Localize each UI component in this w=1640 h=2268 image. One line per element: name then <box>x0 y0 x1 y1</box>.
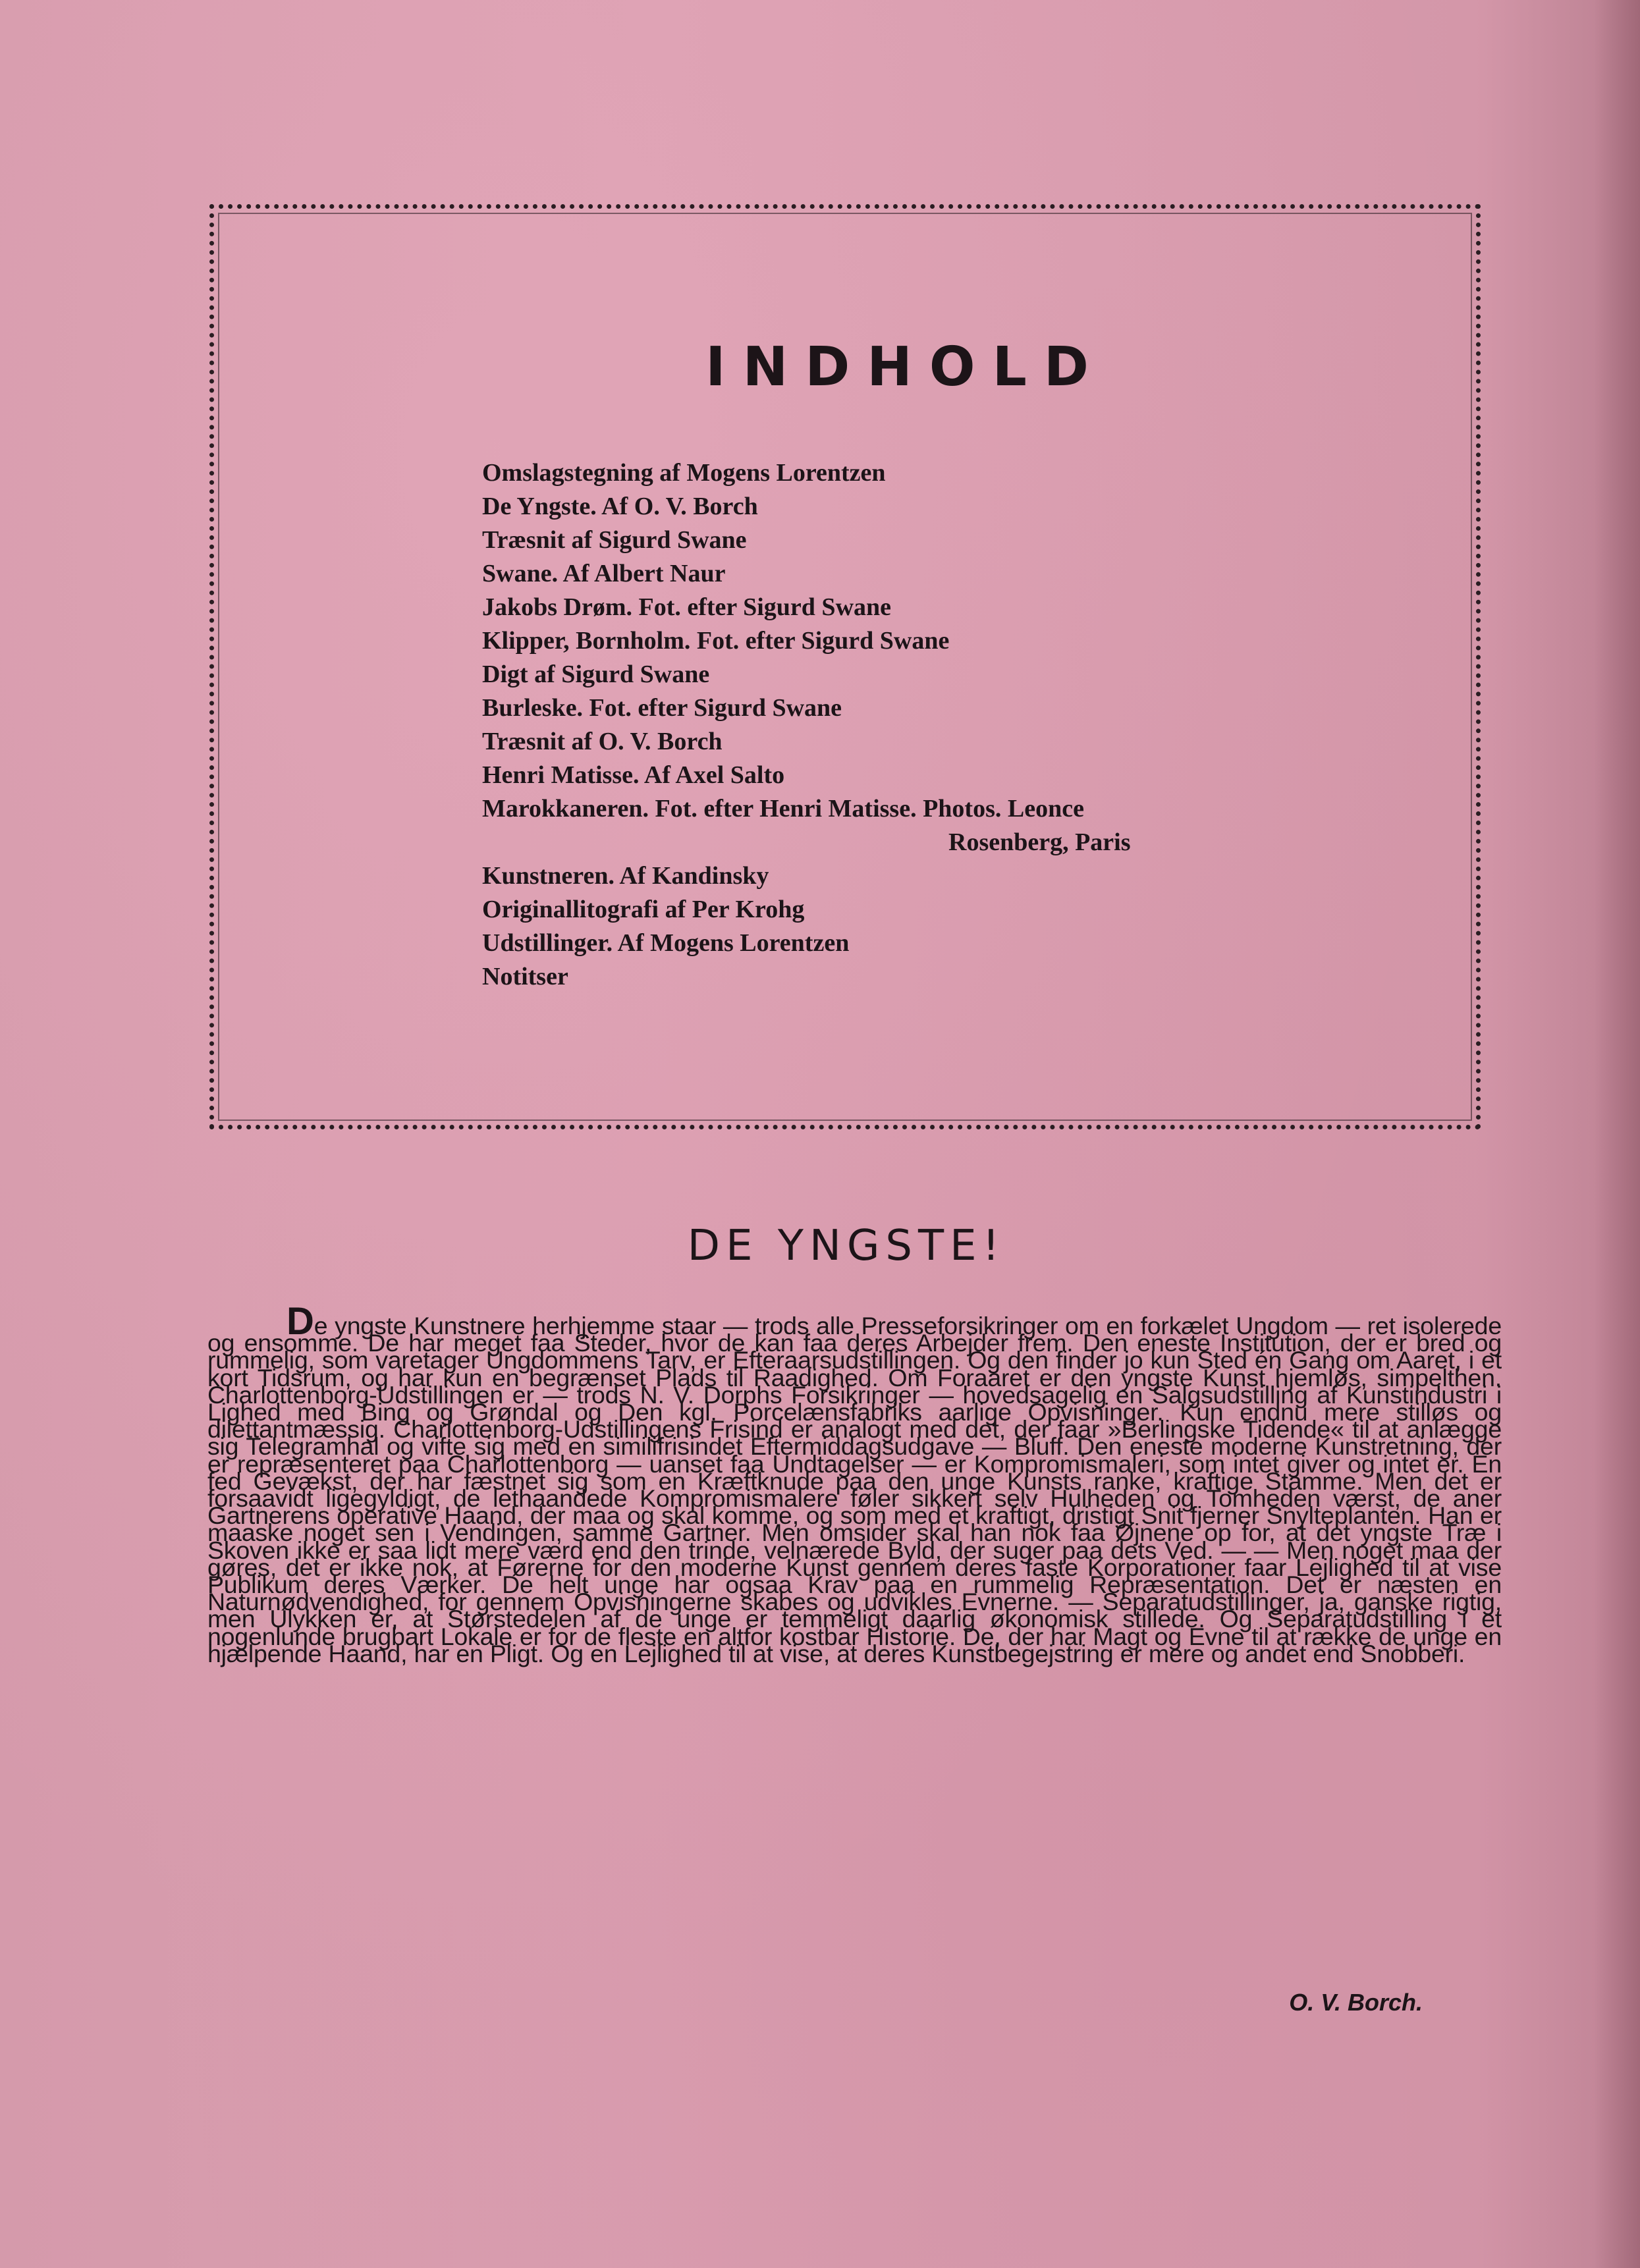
toc-entry <box>482 591 1259 624</box>
toc-entry <box>482 524 1259 557</box>
toc-entry-text: Klipper, Bornholm. Fot. efter Sigurd Swane <box>482 627 950 655</box>
toc-entry <box>482 456 1259 490</box>
article-title: DE YNGSTE! <box>687 1222 1006 1270</box>
toc-entry-text: Notitser <box>482 963 568 990</box>
toc-entry-text: Omslagstegning af Mogens Lorentzen <box>482 459 886 487</box>
toc-entry <box>482 960 1259 994</box>
toc-entry-text: Træsnit af Sigurd Swane <box>482 526 747 554</box>
toc-entry <box>482 624 1259 658</box>
toc-entry <box>482 490 1259 524</box>
toc-entry <box>482 859 1259 893</box>
article-body: De yngste Kunstnere herhjemme staar — trods alle Presseforsikringer om en forkælet Ungdom — ret isolerede og ensomme. De har meget faa Steder, hvor de kan faa deres Arbejder frem. Den eneste Institution, der er bred og rummelig, som varetager Ungdommens Tarv, er Efteraarsudstillingen. Og den finder jo kun Sted én Gang om Aaret, i et kort Tidsrum, og har kun en begrænset Plads til Raadighed. Om Foraaret er den yngste Kunst hjemløs, simpelthen. Charlottenborg-Udstillingen er — trods N. V. Dorphs Forsikringer — hovedsagelig en Salgsudstilling af Kunstindustri i Lighed med Bing og Grøndal og Den kgl. Porcelænsfabriks aarlige Opvisninger. Kun endnu mere stilløs og dilettantmæssig. Charlottenborg-Udstillingens Frisind er analogt med det, der faar »Berlingske Tidende« til at anlægge sig Telegramhal og vifte sig med en similifrisindet Eftermiddagsudgave — Bluff. Den eneste moderne Kunstretning, der er repræsenteret paa Charlottenborg — uanset faa Undtagelser — er Kompromismaleri, som intet giver og intet er. En fed Gevækst, der har fæstnet sig som en Kræftknude paa den unge Kunsts ranke, kraftige Stamme. Men det er forsaavidt ligegyldigt, de lethaandede Kompromismalere føler sikkert selv Hulheden og Tomheden værst, de aner Gartnerens operative Haand, der maa og skal komme, og som med et kraftigt, dristigt Snit fjerner Snylteplanten. Han er maaske noget sen i Vendingen, samme Gartner. Men omsider skal han nok faa Øjnene op for, at det yngste Træ i Skoven ikke er saa lidt mere værd end den trinde, velnærede Byld, der suger paa dets Ved. — — Men noget maa der gøres, det er ikke nok, at Førerne for den moderne Kunst gennem deres faste Korporationer faar Lejlighed til at vise Publikum deres Værker. De helt unge har ogsaa Krav paa en rummelig Repræsentation. Det er næsten en Naturnødvendighed, for gennem Opvisningerne skabes og udvikles Evnerne. — Separatudstillinger, ja, ganske rigtig, men Ulykken er, at Størstedelen af de unge er temmeligt daarlig økonomisk stillede. Og Separatudstilling i et nogenlunde brugbart Lokale er for de fleste en altfor kostbar Historie. De, der har Magt og Evne til at række de unge en hjælpende Haand, har en Pligt. Og en Lejlighed til at vise, at deres Kunstbegejstring er mere og andet end Snobberi. <box>207 1300 1502 1667</box>
toc-entry <box>482 792 1259 859</box>
toc-entry-text: Marokkaneren. Fot. efter Henri Matisse. Photos. Leonce <box>482 795 1084 823</box>
toc-entry-text: Udstillinger. Af Mogens Lorentzen <box>482 929 850 957</box>
toc-title: INDHOLD <box>705 336 1106 398</box>
toc-entry-continuation: Rosenberg, Paris <box>948 828 1131 856</box>
toc-entry-text: Jakobs Drøm. Fot. efter Sigurd Swane <box>482 593 892 621</box>
article-signature: O. V. Borch. <box>1289 1989 1423 2016</box>
toc-entry-text: De Yngste. Af O. V. Borch <box>482 493 758 520</box>
toc-entry <box>482 691 1259 725</box>
toc-entry-text: Originallitografi af Per Krohg <box>482 896 805 923</box>
toc-entry-text: Digt af Sigurd Swane <box>482 661 710 688</box>
toc-entry-text: Kunstneren. Af Kandinsky <box>482 862 769 890</box>
toc-entry <box>482 557 1259 591</box>
toc-entry-text: Træsnit af O. V. Borch <box>482 728 723 755</box>
toc-entry <box>482 725 1259 759</box>
toc-entry <box>482 759 1259 792</box>
toc-list <box>482 456 1259 994</box>
toc-entry-text: Henri Matisse. Af Axel Salto <box>482 761 785 789</box>
toc-entry-text: Burleske. Fot. efter Sigurd Swane <box>482 694 842 722</box>
toc-entry <box>482 927 1259 960</box>
toc-entry-text: Swane. Af Albert Naur <box>482 560 726 587</box>
toc-entry <box>482 893 1259 927</box>
toc-entry <box>482 658 1259 691</box>
